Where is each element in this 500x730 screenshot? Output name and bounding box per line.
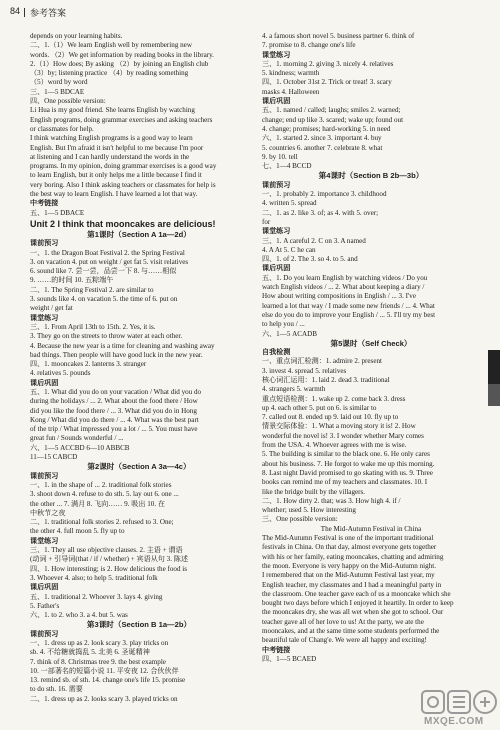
answer-line: 五、1. named / called; laughs; smiles 2. warned; xyxy=(262,106,401,115)
answer-line: bad things. Then people will have good luck in the new year. xyxy=(30,350,203,359)
answer-line: else do you do to improve your English / ... 5. I'll try my best xyxy=(262,310,436,319)
answer-line: 3. sounds like 4. on vacation 5. the time of 6. put on xyxy=(30,295,178,304)
answer-line: The Mid-Autumn Festival in China xyxy=(320,524,422,533)
answer-line: 二、1. as 2. like 3. of; as 4. with 5. over; xyxy=(262,208,379,217)
answer-line: 7. called out 8. ended up 9. laid out 10. fly up to xyxy=(262,413,399,422)
answer-line: English teacher, my classmates and I had a meaningful party in xyxy=(262,580,442,589)
answer-line: did you like the food there / ... 3. What did you do in Hong xyxy=(30,406,197,415)
answer-line: 8. Last night David promised to go skating with us. 9. Three xyxy=(262,468,433,477)
answer-line: 9. ……的时间 10. 五粽端午 xyxy=(30,276,114,285)
answer-line: 核心词汇运用：1. laid 2. dead 3. traditional xyxy=(262,375,390,384)
section-heading: 自我检测 xyxy=(262,348,291,357)
answer-line: 7. promise to 8. change one's life xyxy=(262,41,356,50)
answer-line: to learn English, but it only helps me a little because I find it xyxy=(30,171,202,180)
answer-line: （5）word by word xyxy=(30,78,88,87)
answer-line: about his business. 7. He forgot to wake me up this morning. xyxy=(262,459,435,468)
answer-line: words. （2）We get information by reading books in the library. xyxy=(30,50,214,59)
answer-line: 二、1. How dirty 2. that; was 3. How high 4. if / xyxy=(262,496,401,505)
answer-line: (动词 + 引导词(that / if / whether) + 宾语从句 3. 陈述 xyxy=(30,555,188,564)
section-heading: 中考链接 xyxy=(30,199,59,208)
answer-line: 10. 一部著名的短篇小说 11. 平安夜 12. 合伙伙伴 xyxy=(30,666,179,675)
section-heading: 课后巩固 xyxy=(30,378,59,387)
answer-line: during the holidays / ... 2. What about the food there / How xyxy=(30,397,198,406)
answer-line: 7. think of 8. Christmas tree 9. the best example xyxy=(30,657,166,666)
answer-line: English. But I'm afraid it isn't helpful to me because I'm poor xyxy=(30,143,204,152)
answer-line: 3. They go on the streets to throw water at each other. xyxy=(30,332,183,341)
answer-line: to help you / ... xyxy=(262,320,305,329)
answer-line: 一、1. probably 2. importance 3. childhood xyxy=(262,190,387,199)
lesson-title: 第4课时（Section B 2b—3b） xyxy=(318,171,424,181)
answer-line: I remembered that on the Mid-Autumn Festival last year, my xyxy=(262,571,435,580)
answer-line: 三、1. From April 13th to 15th. 2. Yes, it is. xyxy=(30,322,156,331)
answer-line: 三、One possible version: xyxy=(262,515,338,524)
answer-line: 七、1—4 BCCD xyxy=(262,162,312,171)
answer-line: the other 4. full moon 5. fly up to xyxy=(30,527,125,536)
answer-line: （3）by; listening practice （4）by reading something xyxy=(30,69,189,78)
answer-line: 二、1. The Spring Festival 2. are similar to xyxy=(30,285,154,294)
answer-line: books can remind me of my teachers and classmates. 10. I xyxy=(262,478,428,487)
answer-line: 一、1. the Dragon Boat Festival 2. the Spring Festival xyxy=(30,248,185,257)
answer-line: 四、1. How interesting; is 2. How delicious the food is xyxy=(30,564,188,573)
answer-line: English programs, doing grammar exercises and asking teachers xyxy=(30,115,213,124)
answer-line: from the USA. 4. Whoever agrees with me is wise. xyxy=(262,441,407,450)
section-heading: 课前预习 xyxy=(30,629,59,638)
answer-line: 三、1. A careful 2. C on 3. A named xyxy=(262,236,366,245)
answer-line: to do sth. 16. 需要 xyxy=(30,685,83,694)
answer-line: 3. shoot down 4. refuse to do sth. 5. lay out 6. one ... xyxy=(30,490,179,499)
answer-line: teacher gave all of her love to us! At the party, we ate the xyxy=(262,617,424,626)
watermark-logo-icon xyxy=(420,688,500,716)
lesson-title: 第3课时（Section B 1a—2b） xyxy=(86,620,192,630)
section-heading: 课前预习 xyxy=(30,239,59,248)
answer-line: the moon. Everyone is very happy on the Mid-Autumn night. xyxy=(262,561,436,570)
watermark-url: MXQE.COM xyxy=(424,716,484,727)
section-heading: 课堂练习 xyxy=(262,227,291,236)
answer-line: very boring. Also I think asking teachers or classmates for help is xyxy=(30,180,216,189)
answer-line: 六、1. started 2. since 3. important 4. buy xyxy=(262,134,382,143)
answer-line: depends on your learning habits. xyxy=(30,32,123,40)
answer-line: Kong / What did you do there / ... 4. What was the best part xyxy=(30,415,199,424)
section-heading: 课堂练习 xyxy=(30,536,59,545)
watermark xyxy=(420,688,500,730)
answer-line: 四、1. mooncakes 2. lanterns 3. stranger xyxy=(30,360,147,369)
answer-line: 情景交际体验：1. What a moving story it is! 2. How xyxy=(262,422,416,431)
answer-line: 四、1. of 2. The 3. so 4. to 5. and xyxy=(262,255,358,264)
section-heading: 课前预习 xyxy=(262,180,291,189)
answer-line: 二、1. dress up as 2. looks scary 3. played tricks on xyxy=(30,694,178,703)
answer-line: 4. written 5. spread xyxy=(262,199,317,208)
lesson-title: 第5课时（Self Check） xyxy=(330,338,412,348)
answer-line: bought two days before which I enjoyed it heartily. In order to keep xyxy=(262,599,454,608)
answer-line: at listening and I can hardly understand the words in the xyxy=(30,152,190,161)
answer-line: 3. Whoever 4. also; to help 5. traditional folk xyxy=(30,573,158,582)
answer-line: 五、1—5 DBACE xyxy=(30,208,85,217)
answer-line: 5. countries 6. another 7. celebrate 8. what xyxy=(262,143,383,152)
answer-line: 11—15 CABCD xyxy=(30,453,78,462)
answer-line: 五、1. Do you learn English by watching videos / Do you xyxy=(262,273,428,282)
answer-line: 六、1. to 2. who 3. a 4. but 5. was xyxy=(30,611,128,620)
section-heading: 中考链接 xyxy=(262,645,291,654)
answer-line: great fun / Sounds wonderful / ... xyxy=(30,434,124,443)
answer-line: 一、1. in the shape of ... 2. traditional folk stories xyxy=(30,480,172,489)
section-heading: 课堂练习 xyxy=(262,50,291,59)
answer-line: 4. Because the new year is a time for cleaning and washing away xyxy=(30,341,215,350)
lesson-title: Unit 2 I think that mooncakes are delicious! xyxy=(30,218,216,229)
answer-line: 二、1. traditional folk stories 2. refused to 3. One; xyxy=(30,518,174,527)
answer-line: 四、One possible version: xyxy=(30,97,106,106)
answer-line: 一、1. dress up as 2. look scary 3. play tricks on xyxy=(30,639,169,647)
answer-line: 9. by 10. tell xyxy=(262,152,298,161)
section-heading: 课后巩固 xyxy=(30,583,59,592)
answer-line: programs. In my opinion, doing grammar exercises is a good way xyxy=(30,162,217,171)
section-heading: 课后巩固 xyxy=(262,97,291,106)
section-heading: 课后巩固 xyxy=(262,264,291,273)
answer-column-left xyxy=(30,32,248,704)
answer-line: 六、1—5 ACADB xyxy=(262,329,317,338)
section-heading: 课前预习 xyxy=(30,471,59,480)
page-header xyxy=(0,0,500,22)
answer-line: wonderful the novel is! 3. I wonder whether Mary comes xyxy=(262,431,424,440)
page-title: 参考答案 xyxy=(30,9,67,19)
page-number: 84 xyxy=(10,6,21,16)
answer-line: 三、1. They all use objective clauses. 2. 主语 + 谓语 xyxy=(30,546,183,555)
answer-line: mooncakes, and at the same time some students performed the xyxy=(262,627,440,635)
answer-line: or classmates for help. xyxy=(30,124,94,133)
answer-line: 3. on vacation 4. put on weight / get fat 5. visit relatives xyxy=(30,257,189,266)
side-tab-marker-secondary xyxy=(488,384,500,406)
header-divider xyxy=(24,8,25,17)
answer-line: 四、1. October 31st 2. Trick or treat! 3. scary xyxy=(262,78,392,87)
answer-line: 五、1. traditional 2. Whoever 3. lays 4. giving xyxy=(30,592,163,601)
answer-line: How about writing compositions in English / ... 3. I've xyxy=(262,292,416,301)
answer-line: 3. invest 4. spread 5. relatives xyxy=(262,366,347,375)
answer-line: with his or her family, eating mooncakes, chatting and admiring xyxy=(262,552,444,561)
answer-line: up 4. each other 5. put on 6. is similar to xyxy=(262,403,377,412)
answer-line: 4. A At 5. C he can xyxy=(262,245,316,254)
answer-line: I think watching English programs is a good way to learn xyxy=(30,134,193,143)
answer-line: the best way to learn English. I have learned a lot that way. xyxy=(30,190,198,199)
answer-line: Li Hua is my good friend. She learns English by watching xyxy=(30,106,195,115)
answer-line: 三、1—5 BDCAE xyxy=(30,87,85,96)
answer-line: 中秋节之夜 xyxy=(30,508,66,517)
answer-line: 4. change; promises; hard-working 5. in need xyxy=(262,124,391,133)
answer-line: 五、1. What did you do on your vacation / What did you do xyxy=(30,387,202,396)
answer-line: for xyxy=(262,217,271,226)
answer-line: like the bridge built by the villagers. xyxy=(262,487,366,496)
answer-line: masks 4. Halloween xyxy=(262,87,320,96)
answer-line: The Mid-Autumn Festival is one of the important traditional xyxy=(262,534,434,543)
answer-line: 2.（1）How does; By asking （2）by joining an English club xyxy=(30,59,209,68)
answer-line: 一、重点词汇检测：1. admire 2. present xyxy=(262,357,382,366)
side-tab-marker xyxy=(488,350,500,384)
answer-line: change; end up like 3. scared; wake up; found out xyxy=(262,115,404,124)
answer-line: 4. relatives 5. pounds xyxy=(30,369,91,378)
section-heading: 课堂练习 xyxy=(30,313,59,322)
answer-line: 4. strangers 5. warmth xyxy=(262,385,326,394)
answer-line: learned a lot that way / I made some new friends / ... 4. What xyxy=(262,301,435,310)
answer-line: festivals in China. On that day, almost everyone gets together xyxy=(262,543,437,552)
answer-line: 6. sound like 7. 尝一尝，品尝一下 8. 与……相似 xyxy=(30,267,177,276)
answer-line: 六、1—5 ACCBD 6—10 ABBCB xyxy=(30,443,130,452)
answer-line: sb. 4. 不给糖就捣乱 5. 北美 6. 圣诞精神 xyxy=(30,648,150,657)
answer-line: 5. Father's xyxy=(30,601,60,610)
answer-line: of the trip / What impressed you a lot / ... 5. You must have xyxy=(30,425,198,434)
answer-column-right xyxy=(262,32,480,664)
answer-line: 4. a famous short novel 5. business partner 6. think of xyxy=(262,32,415,40)
answer-line: weight / get fat xyxy=(30,304,73,313)
answer-line: watch English videos / ... 2. What about keeping a diary / xyxy=(262,283,425,292)
answer-line: the mooncakes dry, she was all wet when she got to school. Our xyxy=(262,608,444,617)
lesson-title: 第1课时（Section A 1a—2d） xyxy=(87,229,191,239)
lesson-title: 第2课时（Section A 3a—4c） xyxy=(87,462,191,472)
answer-line: 5. kindness; warmth xyxy=(262,69,320,78)
answer-line: 三、1. morning 2. giving 3. nicely 4. relatives xyxy=(262,59,394,68)
answer-line: 13. remind sb. of sth. 14. change one's life 15. promise xyxy=(30,676,186,685)
answer-line: the classroom. One teacher gave each of us a mooncake which she xyxy=(262,589,451,598)
answer-line: the other ... 7. 满月 8. 飞向…… 9. 吸出 10. 在 xyxy=(30,499,165,508)
answer-line: 二、1.（1）We learn English well by remembering new xyxy=(30,41,192,50)
answer-line: 四、1—5 BCAED xyxy=(262,654,317,663)
answer-line: whether; used 5. How interesting xyxy=(262,506,356,515)
answer-line: 重点短语检测：1. wake up 2. come back 3. dress xyxy=(262,394,406,403)
answer-line: 5. The building is similar to the black one. 6. He only cares xyxy=(262,450,430,459)
answer-line: beautiful tale of Chang'e. We were all happy and exciting! xyxy=(262,636,427,645)
